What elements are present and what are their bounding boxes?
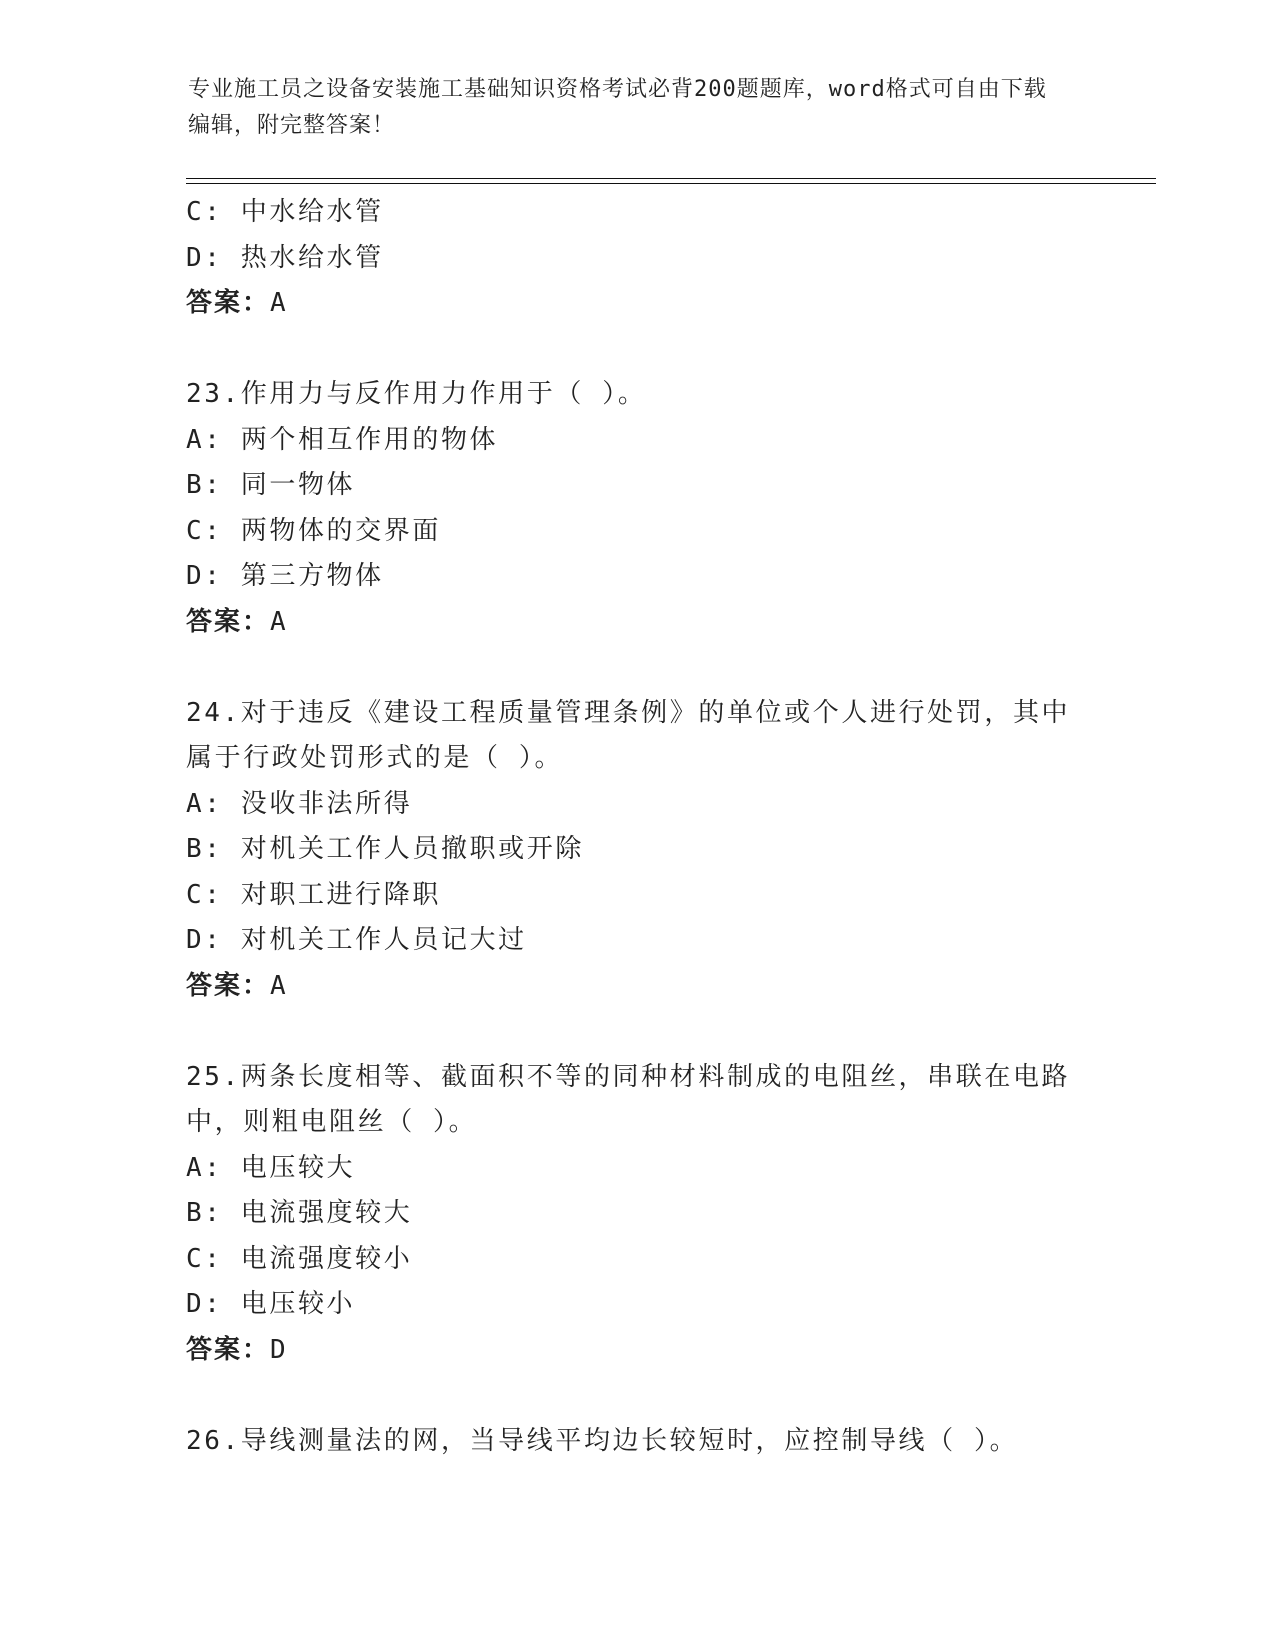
spacer (186, 645, 1086, 691)
question-stem: 24.对于违反《建设工程质量管理条例》的单位或个人进行处罚，其中属于行政处罚形式的是（ ）。 (186, 697, 1071, 773)
question-26 (186, 1419, 1086, 1465)
question-stem: 25.两条长度相等、截面积不等的同种材料制成的电阻丝，串联在电路中，则粗电阻丝（ ）。 (186, 1061, 1071, 1137)
option-d: D: 热水给水管 (186, 242, 384, 273)
question-24 (186, 691, 1086, 1010)
option-b: B: 对机关工作人员撤职或开除 (186, 834, 584, 864)
option-a: A: 两个相互作用的物体 (186, 424, 499, 455)
option-c: C: 两物体的交界面 (186, 515, 441, 546)
option-b: B: 电流强度较大 (186, 1198, 413, 1228)
answer-label: 答案： (186, 970, 271, 1001)
header-rule-top (186, 178, 1156, 179)
answer-label: 答案： (186, 1334, 271, 1365)
answer-label: 答案： (186, 606, 271, 637)
question-23 (186, 372, 1086, 645)
answer-value: A (270, 288, 287, 318)
option-d: D: 电压较小 (186, 1289, 356, 1319)
spacer (186, 1373, 1086, 1419)
answer-label: 答案： (186, 288, 271, 318)
option-c: C: 电流强度较小 (186, 1243, 413, 1274)
question-list (186, 190, 1086, 1464)
option-d: D: 对机关工作人员记大过 (186, 925, 527, 955)
answer-value: D (270, 1334, 287, 1365)
answer-value: A (270, 970, 287, 1001)
spacer (186, 327, 1086, 373)
answer-line (186, 281, 1086, 327)
option-a: A: 电压较大 (186, 1152, 356, 1183)
page-header: 专业施工员之设备安装施工基础知识资格考试必背200题题库，word格式可自由下载编辑，附完整答案！ (188, 77, 1047, 138)
header-rule-bottom (186, 183, 1156, 184)
option-c: C: 对职工进行降职 (186, 879, 441, 910)
answer-value: A (270, 606, 287, 637)
option-a: A: 没收非法所得 (186, 788, 413, 819)
spacer (186, 1009, 1086, 1055)
option-b: B: 同一物体 (186, 470, 356, 500)
question-stem: 23.作用力与反作用力作用于（ ）。 (186, 379, 647, 409)
question-stem: 26.导线测量法的网，当导线平均边长较短时，应控制导线（ ）。 (186, 1425, 1019, 1456)
question-25 (186, 1055, 1086, 1374)
answer-line (186, 964, 1086, 1010)
answer-line (186, 600, 1086, 646)
answer-line (186, 1328, 1086, 1374)
question-22-continued (186, 190, 1086, 327)
option-d: D: 第三方物体 (186, 561, 384, 591)
option-c: C: 中水给水管 (186, 197, 384, 227)
